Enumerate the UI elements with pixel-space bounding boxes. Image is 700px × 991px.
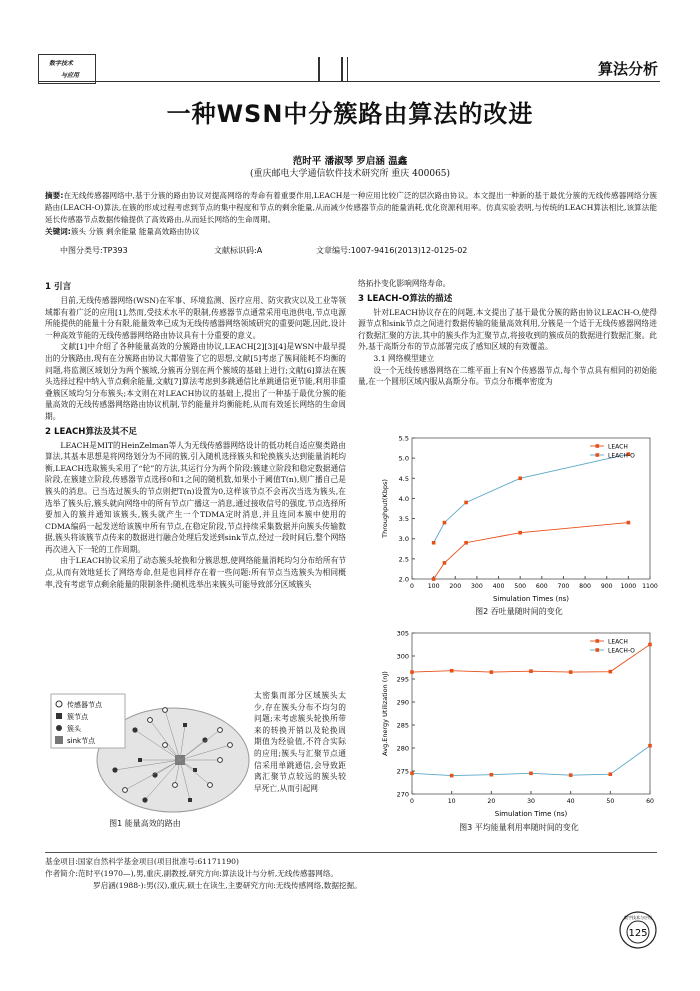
y-tick-label: 5.0 [398, 454, 409, 463]
cluster-head-node [132, 727, 137, 732]
data-point [518, 476, 522, 480]
page-stamp [618, 910, 658, 950]
journal-logo-box [38, 54, 96, 84]
data-point [490, 670, 494, 674]
data-point [443, 561, 447, 565]
legend-label: LEACH [608, 443, 628, 451]
sensor-node [123, 788, 128, 793]
data-point [410, 772, 414, 776]
sensor-node [208, 783, 213, 788]
header-divider [318, 57, 320, 81]
paragraph: 设一个无线传感器网络在二维平面上有N个传感器节点,每个节点具有相同的初始能量,在一个圆形区域内服从高斯分布。节点分布概率密度为 [358, 365, 657, 387]
throughput-chart [378, 430, 660, 605]
x-tick-label: 200 [449, 583, 462, 590]
header-rule [38, 81, 660, 82]
y-tick-label: 285 [396, 721, 409, 730]
x-tick-label: 900 [600, 583, 613, 590]
page-number: 125 [628, 928, 648, 939]
sensor-node [163, 743, 168, 748]
header-divider [347, 57, 348, 81]
x-tick-label: 600 [535, 583, 548, 590]
affiliation: (重庆邮电大学通信软件技术研究所 重庆 400065) [249, 169, 451, 179]
legend-sensor-icon [56, 701, 62, 707]
paragraph: LEACH是MIT的HeinZelman等人为无线传感器网络设计的低功耗自适应聚类路由算法,其基本思想是将网络划分为不同的簇,引入随机选择簇头和轮换簇头达到能量消耗均衡,LEACH选取簇头采用了“轮”的方法,其运行分为两个阶段:簇建立阶段和稳定数据通信阶段,在簇建立阶段,传感器节点选择0和1之间的随机数,如果小于阈值T(n),则广播自己是簇头的消息。已当选过簇头的节点则把T(n)设置为0,这样该节点不会再次当选为簇头,在选举了簇头后,簇头就向网络中的所有节点广播这一消息,通过接收信号的强度,节点选择所要加入的簇并通知该簇头,簇头就产生一个TDMA定时消息,并且连同本簇中使用的CDMA编码一起发送给该簇中所有节点,在稳定阶段,节点持续采集数据并向簇头传输数据,簇头将该簇节点传来的数据进行融合处理后发送到sink节点,经过一段时间后,整个网络再次进入下一轮的工作周期。 [45, 440, 346, 554]
paragraph: 针对LEACH协议存在的问题,本文提出了基于最优分簇的路由协议LEACH-O,使得源节点和sink节点之间进行数据传输的能量高效利用,分簇是一个适于无线传感器网络进行数据汇聚的方法,其中的簇头作为汇聚节点,将接收到的簇成员的数据进行数据汇聚。此外,基于高斯分布的节点部署完成了感知区域的有效覆盖。 [358, 307, 657, 352]
legend-label: LEACH-O [608, 452, 635, 460]
sensor-node [148, 718, 153, 723]
footnote-rule [45, 852, 657, 853]
paragraph: 由于LEACH协议采用了动态簇头轮换和分簇思想,使网络能量消耗均匀分布给所有节点,从而有效地延长了网络寿命,但是也同样存在着一些问题:所有节点当选簇头为相同概率,没有考虑节点剩余能量的限制条件;随机选举出来簇头可能导致部分区域簇头 [45, 556, 346, 589]
sensor-node [228, 743, 233, 748]
author-bio: 罗启涵(1988-):男(汉),重庆,硕士在读生,主要研究方向:无线传感网络,数据挖掘。 [93, 881, 362, 890]
x-tick-label: 30 [527, 798, 535, 805]
figure-caption: 图3 平均能量利用率随时间的变化 [459, 823, 579, 832]
stamp-text: 数字技术与应用 [624, 915, 652, 920]
right-column [358, 278, 657, 388]
x-tick-label: 100 [427, 583, 440, 590]
y-tick-label: 270 [396, 790, 409, 799]
cluster-head-node [152, 772, 157, 777]
figure-caption: 图1 能量高效的路由 [109, 819, 181, 828]
energy-chart [378, 625, 660, 820]
y-tick-label: 4.5 [398, 474, 409, 483]
x-tick-label: 40 [566, 798, 575, 805]
data-point [529, 669, 533, 673]
x-tick-label: 500 [514, 583, 527, 590]
data-point [432, 541, 436, 545]
x-tick-label: 700 [557, 583, 570, 590]
sensor-node [218, 758, 223, 763]
data-point [529, 772, 533, 776]
y-axis-label: Avg.Energy Utilization (nJ) [381, 671, 389, 756]
legend-label: 传感器节点 [67, 701, 102, 709]
legend-marker [596, 648, 600, 652]
data-point [569, 670, 573, 674]
data-point [464, 501, 468, 505]
legend-marker [596, 453, 600, 457]
journal-name-line2: 与应用 [61, 72, 80, 79]
data-point [432, 577, 436, 581]
legend-label: 簇头 [67, 725, 81, 733]
x-tick-label: 1100 [642, 583, 658, 590]
figure-caption: 图2 吞吐量随时间的变化 [475, 607, 563, 616]
legend-label: LEACH-O [608, 647, 635, 655]
x-tick-label: 400 [492, 583, 505, 590]
x-tick-label: 0 [410, 798, 414, 805]
data-point [464, 541, 468, 545]
x-tick-label: 1000 [620, 583, 637, 590]
legend-label: LEACH [608, 638, 628, 646]
abstract [45, 190, 657, 238]
left-column-wrap [254, 690, 346, 794]
cluster-head-node [142, 797, 147, 802]
data-point [518, 531, 522, 535]
data-point [609, 670, 613, 674]
section-heading: 1 引言 [45, 282, 72, 292]
legend-cluster-icon [56, 713, 62, 719]
routing-diagram [45, 690, 250, 818]
abstract-text: 在无线传感器网络中,基于分簇的路由协议对提高网络的寿命有着重要作用,LEACH是一种应用比较广泛的层次路由协议。本文提出一种新的基于最优分簇的无线传感器网络分簇路由(LEACH-O)算法,在簇的形成过程考虑到节点的集中程度和节点的剩余能量,从而减少传感器节点的能量消耗,优化资源利用率。仿真实验表明,与传统的LEACH算法相比,该算法能延长传感器节点数据传输提供了高效路由,从而延长网络的生命周期。 [45, 191, 657, 224]
x-axis-label: Simulation Time (ns) [494, 810, 568, 818]
y-tick-label: 305 [396, 629, 409, 638]
data-point [443, 521, 447, 525]
section-heading: 2 LEACH算法及其不足 [45, 426, 138, 437]
paragraph: 目前,无线传感器网络(WSN)在军事、环境监测、医疗应用、防灾救灾以及工业等领域都有着广泛的应用[1],然而,受技术水平的限制,传感器节点通常采用电池供电,节点电源所能提供的能量十分有限,能量效率已成为无线传感器网络领域研究的重要问题,因此,设计一种高效节能的无线传感器网络路由协议具有十分重要的意义。 [45, 296, 346, 340]
legend-label: 簇节点 [67, 713, 88, 721]
paper-title: 一种WSN中分簇路由算法的改进 [166, 100, 534, 128]
abstract-label: 摘要: [45, 191, 64, 200]
data-point [490, 773, 494, 777]
x-tick-label: 60 [646, 798, 654, 805]
cluster-node [138, 758, 142, 762]
x-tick-label: 10 [447, 798, 456, 805]
clc-number: 中图分类号:TP393 [60, 246, 128, 255]
y-tick-label: 3.5 [398, 515, 409, 524]
y-tick-label: 295 [396, 675, 409, 684]
sensor-node [163, 708, 168, 713]
header-divider [341, 57, 343, 81]
plot-frame [412, 633, 650, 794]
cluster-node [188, 798, 192, 802]
legend-head-icon [56, 725, 62, 731]
keywords-label: 关键词: [45, 227, 71, 236]
legend-marker [596, 444, 600, 448]
x-tick-label: 800 [579, 583, 591, 590]
y-tick-label: 2.0 [398, 575, 409, 584]
data-point [627, 521, 631, 525]
x-tick-label: 0 [410, 583, 414, 590]
data-point [450, 669, 454, 673]
subsection-heading: 3.1 网络模型建立 [373, 353, 435, 363]
x-tick-label: 50 [606, 798, 615, 805]
data-point [410, 670, 414, 674]
fund-note: 基金项目:国家自然科学基金项目(项目批准号:61171190) [45, 857, 239, 866]
paragraph-continued: 太密集而部分区域簇头太少,存在簇头分布不均匀的问题;未考虑簇头轮换所带来的转换开销以及轮换周期值为经验值,不符合实际的应用;簇头与汇聚节点通信采用单跳通信,会导致距离汇聚节点较远的簇头较早死亡,从而引起网 [254, 691, 346, 793]
y-tick-label: 290 [396, 698, 409, 707]
data-point [609, 772, 613, 776]
section-title: 算法分析 [597, 60, 658, 78]
keywords: 簇头 分簇 剩余能量 能量高效路由协议 [70, 227, 200, 236]
legend-label: sink节点 [67, 737, 96, 745]
y-axis-label: Throughput(Kbps) [381, 479, 389, 538]
section-heading: 3 LEACH-O算法的描述 [358, 293, 453, 304]
data-point [648, 744, 652, 748]
author-bio: 作者简介:范时平(1970—),男,重庆,副教授,研究方向:算法设计与分析,无线传感器网络。 [45, 869, 339, 878]
data-point [450, 774, 454, 778]
x-tick-label: 300 [471, 583, 483, 590]
paragraph-continued: 络拓扑变化影响网络寿命。 [358, 279, 451, 288]
cluster-head-node [112, 767, 117, 772]
paragraph: 文献[1]中介绍了各种能量高效的分簇路由协议,LEACH[2][3][4]是WSN中最早提出的分簇路由,现有在分簇路由协议大都借鉴了它的思想,文献[5]考虑了簇间能耗不均衡的问题,将监测区域划分为两个簇域,分簇再分别在两个簇域的基础上进行;文献[6]算法在簇头选择过程中纳入节点剩余能量,文献[7]算法考虑到多跳通信比单跳通信更节能,利用非重叠簇区域均匀分布簇头;本文则在对LEACH协议的基础上,提出了一种基于最优分簇的能量高效的无线传感器网络路由协议机制,节约能量并均衡能耗,从而有效延长网络的生命周期。 [45, 342, 346, 421]
footnotes [45, 856, 657, 892]
document-code: 文献标识码:A [214, 246, 263, 255]
y-tick-label: 2.5 [398, 555, 409, 564]
x-axis-label: Simulation Times (ns) [492, 595, 570, 603]
legend-sink-icon [55, 736, 63, 744]
sensor-node [218, 728, 223, 733]
y-tick-label: 3.0 [398, 535, 409, 544]
y-tick-label: 5.5 [398, 434, 409, 443]
cluster-node [183, 723, 187, 727]
y-tick-label: 300 [396, 652, 409, 661]
legend-marker [596, 639, 600, 643]
left-column [45, 278, 346, 590]
x-tick-label: 20 [487, 798, 496, 805]
y-tick-label: 275 [396, 767, 409, 776]
authors: 范时平 潘淑琴 罗启涵 温鑫 [292, 156, 408, 167]
journal-name-line1: 数字技术 [49, 60, 74, 67]
article-number: 文章编号:1007-9416(2013)12-0125-02 [316, 246, 468, 255]
y-tick-label: 4.0 [398, 494, 409, 503]
y-tick-label: 280 [396, 744, 409, 753]
data-point [648, 643, 652, 647]
data-point [569, 773, 573, 777]
sensor-node [173, 783, 178, 788]
